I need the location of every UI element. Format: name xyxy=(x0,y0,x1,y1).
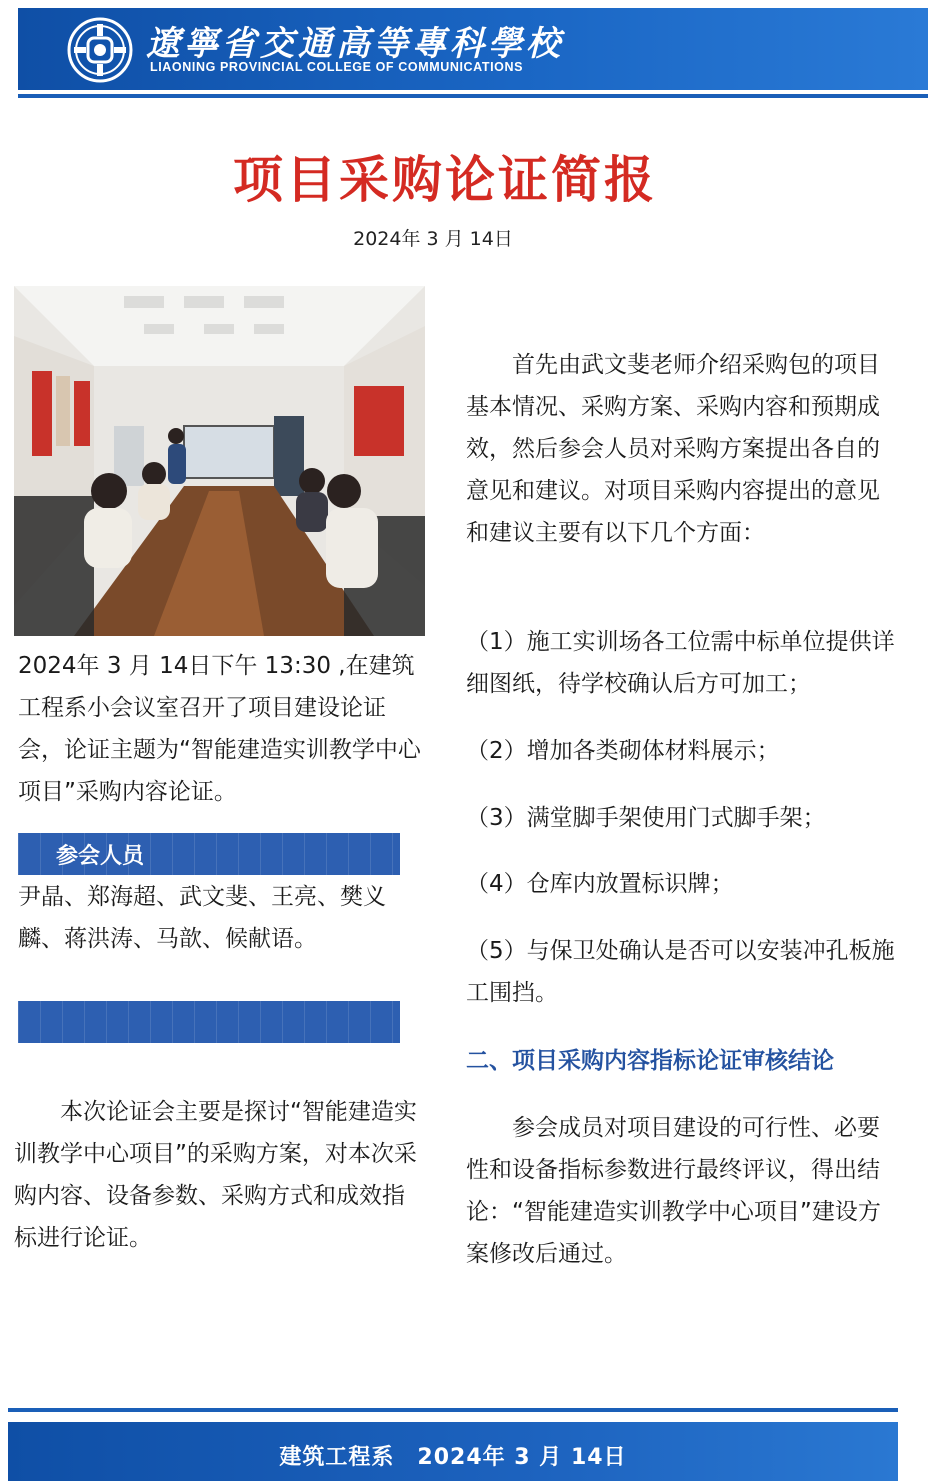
page-title: 项目采购论证简报 xyxy=(233,151,657,209)
footer-divider xyxy=(8,1408,898,1412)
meeting-photo xyxy=(14,286,425,636)
discussion-text: 本次论证会主要是探讨“智能建造实训教学中心项目”的采购方案，对本次采购内容、设备参数、采购方式和成效指标进行论证。 xyxy=(14,1099,417,1251)
list-item: （3）满堂脚手架使用门式脚手架； xyxy=(466,805,826,831)
attendees-list: 尹晶、郑海超、武文斐、王亮、樊义麟、蒋洪涛、马歆、候献语。 xyxy=(18,884,386,952)
section-bar xyxy=(18,1001,400,1043)
conclusion-paragraph xyxy=(466,1107,886,1275)
discussion-paragraph xyxy=(14,1091,424,1259)
intro-paragraph: 2024年 3 月 14日下午 13:30 ,在建筑工程系小会议室召开了项目建设论证会，论证主题为“智能建造实训教学中心项目”采购内容论证。 xyxy=(18,653,421,805)
school-name-en: LIAONING PROVINCIAL COLLEGE OF COMMUNICATIONS xyxy=(150,60,524,74)
footer-text: 建筑工程系 2024年 3 月 14日 xyxy=(279,1445,627,1470)
attendees-section-label: 参会人员 xyxy=(56,844,145,869)
report-date: 2024年 3 月 14日 xyxy=(353,228,513,250)
conclusion-text: 参会成员对项目建设的可行性、必要性和设备指标参数进行最终评议，得出结论：“智能建造实训教学中心项目”建设方案修改后通过。 xyxy=(466,1115,881,1267)
procedure-text: 首先由武文斐老师介绍采购包的项目基本情况、采购方案、采购内容和预期成效，然后参会人员对采购方案提出各自的意见和建议。对项目采购内容提出的意见和建议主要有以下几个方面： xyxy=(466,352,880,546)
school-name-cn: 遼寧省交通高等專科學校 xyxy=(146,24,564,64)
attendees-section-bar xyxy=(18,833,400,875)
header-divider xyxy=(18,94,928,98)
school-logo-icon xyxy=(66,16,134,84)
list-item: （1）施工实训场各工位需中标单位提供详细图纸，待学校确认后方可加工； xyxy=(466,629,895,697)
procedure-paragraph xyxy=(466,344,886,554)
list-item: （2）增加各类砌体材料展示； xyxy=(466,738,780,764)
list-item: （5）与保卫处确认是否可以安装冲孔板施工围挡。 xyxy=(466,938,895,1006)
conclusion-heading: 二、项目采购内容指标论证审核结论 xyxy=(466,1048,834,1074)
list-item: （4）仓库内放置标识牌； xyxy=(466,871,734,897)
